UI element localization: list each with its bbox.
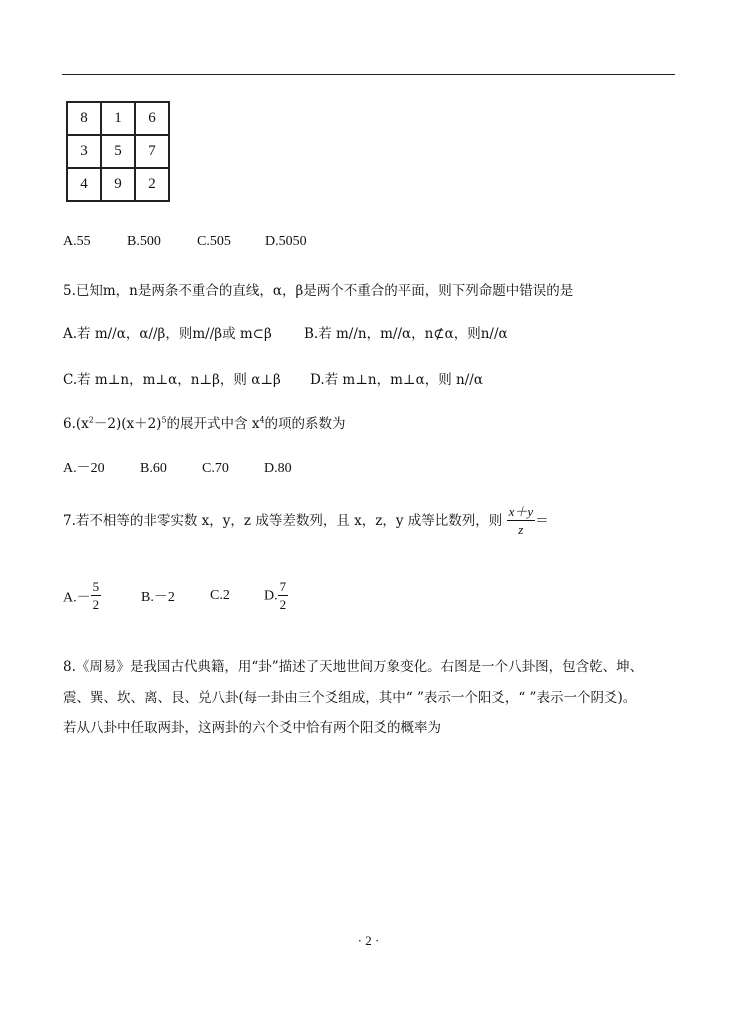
fraction bbox=[91, 580, 102, 613]
option-a: A.若 m//α，α//β，则m//β或 m⊂β bbox=[63, 326, 272, 342]
q6-options bbox=[63, 457, 292, 477]
magic-square-table bbox=[66, 101, 170, 202]
q6-stem-part: 的展开式中含 x bbox=[166, 416, 260, 432]
q5-options-cd bbox=[63, 368, 483, 388]
q5-options-ab bbox=[63, 322, 508, 342]
option-c: C.若 m⊥n，m⊥α，n⊥β，则 α⊥β bbox=[63, 372, 281, 388]
table-cell: 5 bbox=[101, 135, 135, 168]
q6-stem-part: －2)(x＋2) bbox=[93, 416, 162, 432]
q8-line-3: 若从八卦中任取两卦，这两卦的六个爻中恰有两个阳爻的概率为 bbox=[63, 720, 441, 736]
fraction-denominator: z bbox=[518, 522, 524, 538]
table-cell: 8 bbox=[67, 102, 101, 135]
option-b: B.若 m//n，m//α，n⊄α，则n//α bbox=[304, 326, 508, 342]
table-cell: 4 bbox=[67, 168, 101, 201]
fraction bbox=[507, 505, 536, 538]
table-row bbox=[67, 135, 169, 168]
exponent: 4 bbox=[259, 415, 265, 425]
table-row bbox=[67, 168, 169, 201]
q4-options bbox=[63, 234, 307, 250]
option-a: A.55 bbox=[63, 234, 91, 249]
header-rule bbox=[62, 74, 675, 75]
table-cell: 9 bbox=[101, 168, 135, 201]
option-b: B.500 bbox=[127, 234, 161, 249]
table-row bbox=[67, 102, 169, 135]
option-d: D.80 bbox=[264, 461, 292, 476]
q7-stem-text: 7.若不相等的非零实数 x，y，z 成等差数列，且 x，z，y 成等比数列，则 bbox=[63, 512, 503, 529]
option-d bbox=[264, 580, 288, 613]
option-a: A.－20 bbox=[63, 461, 105, 476]
fraction-numerator: 7 bbox=[278, 580, 289, 596]
option-d: D.若 m⊥n，m⊥α，则 n//α bbox=[310, 372, 483, 388]
fraction-denominator: 2 bbox=[92, 597, 100, 613]
fraction bbox=[278, 580, 289, 613]
option-c: C.2 bbox=[210, 588, 230, 604]
q5-stem: 5.已知m，n是两条不重合的直线，α，β是两个不重合的平面，则下列命题中错误的是 bbox=[63, 283, 574, 299]
option-c: C.70 bbox=[202, 461, 229, 476]
table-cell: 2 bbox=[135, 168, 169, 201]
option-prefix: D. bbox=[264, 588, 278, 604]
option-prefix: A.－ bbox=[63, 590, 91, 606]
q8-line-1: 8.《周易》是我国古代典籍，用“卦”描述了天地世间万象变化。右图是一个八卦图，包含乾、坤、 bbox=[63, 659, 644, 675]
table-cell: 1 bbox=[101, 102, 135, 135]
option-d: D.5050 bbox=[265, 234, 307, 249]
fraction-numerator: x＋y bbox=[507, 505, 536, 521]
fraction-numerator: 5 bbox=[91, 580, 102, 596]
q6-stem-part: 的项的系数为 bbox=[264, 416, 346, 432]
q8-line-2: 震、巽、坎、离、艮、兑八卦(每一卦由三个爻组成，其中“ ”表示一个阳爻，“ ”表示一个阴爻)。 bbox=[63, 690, 637, 706]
q7-options bbox=[63, 580, 288, 613]
table-cell: 7 bbox=[135, 135, 169, 168]
option-c: C.505 bbox=[197, 234, 231, 249]
page-number: · 2 · bbox=[357, 933, 380, 948]
option-b: B.60 bbox=[140, 461, 167, 476]
table-cell: 6 bbox=[135, 102, 169, 135]
fraction-denominator: 2 bbox=[279, 597, 287, 613]
exponent: 5 bbox=[161, 415, 167, 425]
q6-stem-part: 6.(x bbox=[63, 416, 89, 432]
table-cell: 3 bbox=[67, 135, 101, 168]
exponent: 2 bbox=[88, 415, 94, 425]
q6-stem bbox=[63, 412, 346, 432]
q7-stem bbox=[63, 505, 549, 538]
equals-sign: ＝ bbox=[535, 512, 549, 529]
option-b: B.－2 bbox=[141, 590, 175, 606]
option-a bbox=[63, 580, 141, 613]
